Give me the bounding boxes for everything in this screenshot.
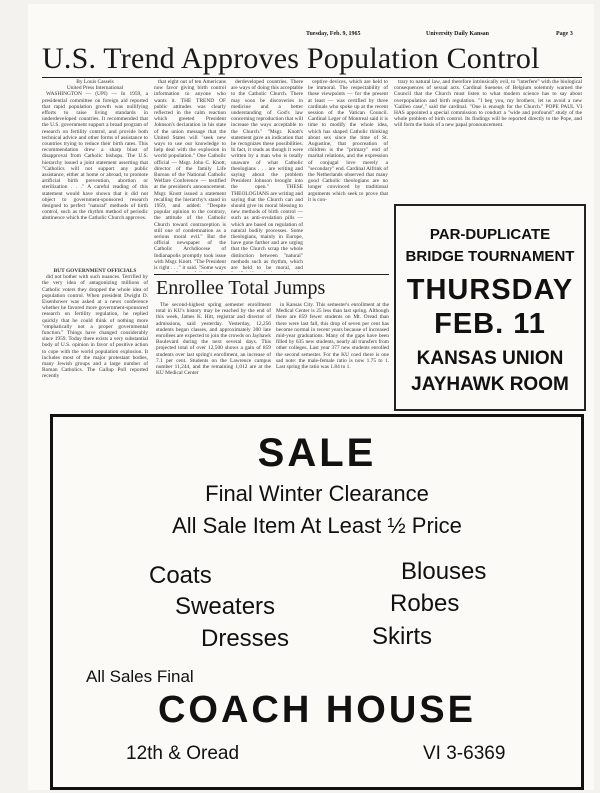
masthead (28, 31, 584, 39)
column-text: did not bother with such nuances. Terrified by the very idea of antagonizing millions of Catholic voters they dropped the whole idea of population control. When president Dwight D. Eisenhower was asked at a news conference whether he favored more government-sponsored research on fertility regulation, he replied quickly that he could think of nothing more "emphatically not a proper governmental function." Things have changed considerably since 1959. Today there exists a very substantial body of U.S. opinion in favor of positive action to cope with the world population explosion. It includes most of the major protestant bodies, many Jewish groups and a large number of Roman Catholics. The Gallup Poll reported recently (42, 274, 148, 380)
column-text: that eight out of ten Americans now favor giving birth control information to anyone who wants it. THE TREND OF public attitudes was clearly reflected in the calm reaction which greeted President Johnson's declaration in his state of the union message that the United States will "seek new ways to use our knowledge to help deal with the explosion in world population." One Catholic official — Msgr. John C. Knott, director of the family Life Bureau of the National Catholic Welfare Conference — testified at the president's announcement. Msgr. Knott issued a statement recalling the hierarchy's stand in 1959, and added: "Despite popular opinion to the contrary, the attitude of the Catholic Church toward contraception is still one of condemnation as a serious moral evil." But the official newspaper of the Catholic Archdiocese of Indianapolis promptly took issue with Msgr. Knott. "The President is right . . ." it said. "Some ways (154, 79, 226, 272)
issue-date: Tuesday, Feb. 9, 1965 (306, 31, 361, 37)
ad-venue: KANSAS UNION (416, 348, 564, 369)
article-column-2 (154, 79, 226, 272)
column-text: WASHINGTON — (UPI) — In 1959, a presidential committee on foreign aid reported that rapid population growth was nullifying efforts to raise living standards in underdeveloped countries. It recommended that the U.S. government support a broad program of research on fertility control, and provide both technical advice and other forms of assistance to countries trying to reduce their birth rates. This recommendation drew a sharp blast of disapproval from Catholic bishops. The U.S. hierarchy issued a joint statement asserting that "Catholics will not support any public assistance, either at home or abroad, to promote artificial birth prevention, abortion or sterilization . . ." A careful reading of this statement would have shown that it did not object to government-sponsored research designed to perfect "natural" methods of birth control, such as the rhythm method of periodic abstinence which the Catholic Church approves. (42, 91, 148, 222)
enrollee-column-1 (156, 302, 271, 410)
ad-line: PAR-DUPLICATE (429, 226, 551, 243)
enrollee-rule (154, 274, 389, 275)
sale-title: SALE (257, 431, 377, 475)
ad-line: BRIDGE TOURNAMENT (405, 248, 575, 265)
coach-house-sale-ad (50, 414, 584, 790)
article-column-1b (42, 268, 148, 410)
store-phone: VI 3-6369 (423, 743, 506, 764)
sale-item-right: Blouses (401, 558, 487, 585)
column-text: ceptive devices, which are held to be immoral. The respectability of these viewpoints — for the present at least — was certified by three cardinals who spoke up at the recent session of the Vatican Council. Cardinal Leger of Montreal said it is time to modify the whole idea, which has shaped Catholic thinking about sex since the time of St. Augustine, that procreation of children is the "primary" end of marital relations, and the expression of conjugal love merely a "secondary" end. Cardinal Alfrink of the Netherlands observed that many good Catholic theologians are no longer convinced by traditional arguments which seek to prove that it is con- (308, 79, 388, 203)
sale-item-right: Skirts (372, 623, 432, 650)
column-text: derdeveloped countries. There are ways of doing this acceptable to the Catholic Church. There may soon be discoveries in medicine and a better understanding of God's law concerning reproduction that will increase the ways acceptable to the Church." "Msgr. Knott's statement gave an indication that he recognizes these possibilities. In fact, it reads as though it were written by a man who is totally unaware of what Catholic theologians . . . are writing and saying about the problem President Johnson brought into the open." THESE THEOLOGIANS are writing and saying that the Church can and should give its moral blessing to new methods of birth control — such as anti-ovulation pills — which are based on regulation of natural bodily processes. Some theologians, mainly in Europe, have gone farther and are urging that the Church scrap the whole distinction between "natural" methods such as rhythm, which are held to be moral, and (231, 79, 303, 272)
ad-day: THURSDAY (406, 274, 574, 306)
ad-date: FEB. 11 (434, 308, 546, 340)
bridge-tournament-ad (394, 204, 586, 411)
enrollee-text: The second-highest spring semester enrollment total in KU's history may be reached by the end of this week, James K. Hitt, registrar and director of admissions, said yesterday. Yesterday, 12,256 students began classes, and approximately 300 late enrollees are expected to join the crowds on Jayhawk Boulevard during the next several days. This projected total of over 12,500 shows a gain of 859 students over last spring's enrollment, an increase of 7.1 per cent. Students on the Lawrence campus number 11,244, and the remaining 1,012 are at the KU Medical Center (156, 302, 271, 377)
byline: By Louis Cassels (76, 79, 114, 85)
article-column-3 (231, 79, 303, 272)
wire-credit: United Press International (66, 85, 124, 92)
main-headline: U.S. Trend Approves Population Control (42, 42, 540, 75)
sale-item-left: Dresses (201, 625, 290, 652)
store-name: COACH HOUSE (157, 689, 477, 731)
column-subhead: BUT GOVERNMENT OFFICIALS (53, 268, 137, 274)
store-address: 12th & Oread (126, 743, 240, 764)
enrollee-text: in Kansas City. This semester's enrollment at the Medical Center is 25 less than last spring. Although there are 859 fewer students on Mt. Oread than there were last fall, this drop of seven per cent has become normal in recent years because of increased mid-year graduations. Many of the gaps have been filled by 635 new students, nearly all transfers from other colleges. Last year 377 new students enrolled the second semester. For the KU coed there is one sad note: the male-female ratio is now 1.75 to 1. Last spring the ratio was 1.84 to 1. (276, 302, 389, 371)
headline-rule (42, 77, 582, 78)
sale-line-1: Final Winter Clearance (205, 481, 429, 506)
sale-item-left: Coats (149, 562, 212, 589)
sale-item-right: Robes (390, 590, 460, 617)
paper-name: University Daily Kansan (426, 31, 490, 37)
article-column-5 (394, 79, 582, 201)
sale-line-2: All Sale Item At Least ½ Price (172, 513, 462, 538)
enrollee-column-2 (276, 302, 389, 410)
page-number: Page 3 (556, 31, 573, 37)
article-column-4 (308, 79, 388, 272)
enrollee-headline: Enrollee Total Jumps (156, 277, 326, 299)
ad-room: JAYHAWK ROOM (411, 374, 569, 395)
sale-final-note: All Sales Final (86, 667, 194, 686)
column-text: trary to natural law, and therefore intrinsically evil, to "interfere" with the biological consequences of sexual acts. Cardinal Suenens of Belgium solemnly warned the Council that the Church must listen to what modern science has to say about overpopulation and birth regulation. "I beg you, my brothers, let us avoid a new 'Galileo case'," said the cardinal. "One is enough for the Church." POPE PAUL VI HAS appointed a special commission to conduct a "wide and profound" study of the whole problem of birth control. Its findings will be reported directly to the Pope, and will form the basis of a new papal pronouncement. (394, 79, 582, 129)
sale-item-left: Sweaters (175, 593, 276, 620)
